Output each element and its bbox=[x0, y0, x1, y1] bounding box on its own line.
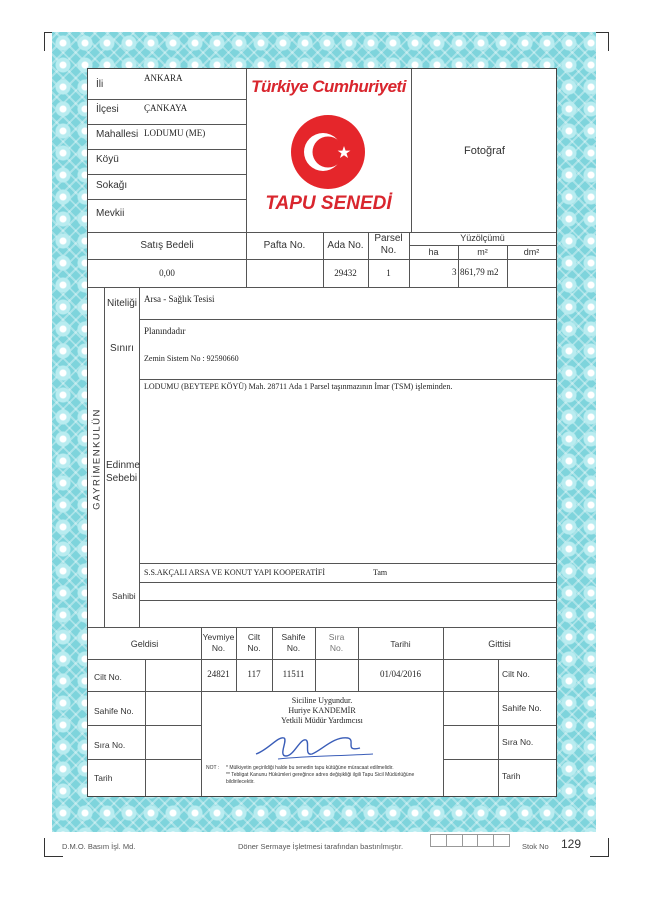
nitelik-value: Arsa - Sağlık Tesisi bbox=[144, 294, 215, 304]
owner-value: S.S.AKÇALI ARSA VE KONUT YAPI KOOPERATİFİ bbox=[144, 568, 325, 577]
crescent-star-icon bbox=[291, 115, 365, 189]
sahibi-label: Sahibi bbox=[112, 591, 136, 601]
m2-label: m² bbox=[477, 247, 488, 257]
koy-label: Köyü bbox=[96, 154, 119, 165]
area-label: Yüzölçümü bbox=[460, 233, 505, 243]
left-row-sahife: Sahife No. bbox=[94, 706, 134, 716]
signature-block bbox=[201, 696, 443, 726]
note-label: NOT : bbox=[206, 765, 220, 771]
signature-scribble bbox=[248, 726, 388, 766]
right-row-sira: Sıra No. bbox=[502, 737, 534, 747]
block-value: 29432 bbox=[334, 268, 357, 278]
block-label: Ada No. bbox=[327, 240, 364, 251]
mahalle-value: LODUMU (ME) bbox=[144, 128, 206, 138]
sale-price-label: Satış Bedeli bbox=[140, 240, 194, 251]
ha-label: ha bbox=[428, 247, 439, 257]
edinme-label: Edinme Sebebi bbox=[106, 460, 140, 484]
sig-line-3: Yetkili Müdür Yardımcısı bbox=[281, 716, 363, 725]
sig-line-2: Huriye KANDEMİR bbox=[288, 706, 356, 715]
photo-label: Fotoğraf bbox=[464, 145, 505, 157]
right-row-tarih: Tarih bbox=[502, 771, 521, 781]
crop-mark bbox=[44, 838, 63, 857]
right-row-sahife: Sahife No. bbox=[502, 703, 542, 713]
sahife-value: 11511 bbox=[282, 669, 305, 679]
yevmiye-label: Yevmiye No. bbox=[202, 632, 235, 653]
deed-form bbox=[87, 68, 557, 797]
parcel-label: Parsel No. bbox=[374, 233, 403, 256]
stock-number: 129 bbox=[561, 837, 582, 851]
crop-mark bbox=[590, 838, 609, 857]
nitelik-label: Niteliği bbox=[107, 298, 138, 309]
ilce-label: İlçesi bbox=[96, 104, 119, 115]
il-value: ANKARA bbox=[144, 73, 183, 83]
il-label: İli bbox=[96, 79, 104, 90]
right-row-cilt: Cilt No. bbox=[502, 669, 530, 679]
dm2-label: dm² bbox=[523, 247, 540, 257]
serial-boxes bbox=[430, 834, 510, 847]
left-row-tarih: Tarih bbox=[94, 773, 113, 783]
tarih-value: 01/04/2016 bbox=[379, 669, 421, 679]
share-value: Tam bbox=[373, 568, 388, 577]
mahalle-label: Mahallesi bbox=[96, 129, 139, 140]
edinme-value: LODUMU (BEYTEPE KÖYÜ) Mah. 28711 Ada 1 Parsel taşınmazının İmar (TSM) işleminden. bbox=[144, 382, 453, 391]
vertical-title-wrap bbox=[87, 408, 107, 510]
sale-price-value: 0,00 bbox=[159, 268, 175, 278]
flag-emblem bbox=[291, 115, 365, 189]
stock-label: Stok No bbox=[522, 842, 549, 851]
republic-title: Türkiye Cumhuriyeti bbox=[251, 77, 406, 96]
note-line-2: ** Tebligat Kanunu Hükümleri gereğince adres değişikliği ilgili Tapu Sicil Müdürlüğüne bildirilecektir. bbox=[226, 772, 415, 785]
sig-line-1: Siciline Uygundur. bbox=[291, 696, 353, 705]
note-block bbox=[206, 765, 441, 785]
sinir-label: Sınırı bbox=[110, 343, 134, 354]
mevki-label: Mevkii bbox=[96, 208, 125, 219]
sahife-label: Sahife No. bbox=[281, 632, 306, 653]
sinir-value-1: Planındadır bbox=[144, 326, 186, 336]
geldisi-label: Geldisi bbox=[130, 639, 159, 649]
parcel-value: 1 bbox=[386, 268, 391, 278]
vertical-title: GAYRİMENKULÜN bbox=[91, 408, 103, 510]
left-row-cilt: Cilt No. bbox=[94, 672, 122, 682]
ilce-value: ÇANKAYA bbox=[144, 103, 188, 113]
deed-title: TAPU SENEDİ bbox=[265, 193, 392, 214]
printed-by-text: Döner Sermaye İşletmesi tarafından bastırılmıştır. bbox=[238, 842, 404, 851]
sinir-value-2: Zemin Sistem No : 92590660 bbox=[144, 354, 239, 363]
area-m2-value: 861,79 m2 bbox=[460, 267, 499, 277]
area-ha-value: 3 bbox=[452, 267, 457, 277]
note-line-1: * Mülkiyetin geçirildiği halde bu senedin tapu kütüğüne müracaat edilmelidir. bbox=[226, 765, 394, 771]
cilt-value: 117 bbox=[247, 669, 261, 679]
left-row-sira: Sıra No. bbox=[94, 740, 126, 750]
printer-text: D.M.O. Basım İşl. Md. bbox=[62, 842, 136, 851]
gittisi-label: Gittisi bbox=[488, 639, 511, 649]
sira-label: Sıra No. bbox=[328, 632, 345, 653]
yevmiye-value: 24821 bbox=[207, 669, 230, 679]
cilt-label: Cilt No. bbox=[247, 632, 261, 653]
sheet-label: Pafta No. bbox=[263, 240, 306, 251]
sokak-label: Sokağı bbox=[96, 180, 128, 191]
tarih-label: Tarihi bbox=[390, 639, 411, 649]
